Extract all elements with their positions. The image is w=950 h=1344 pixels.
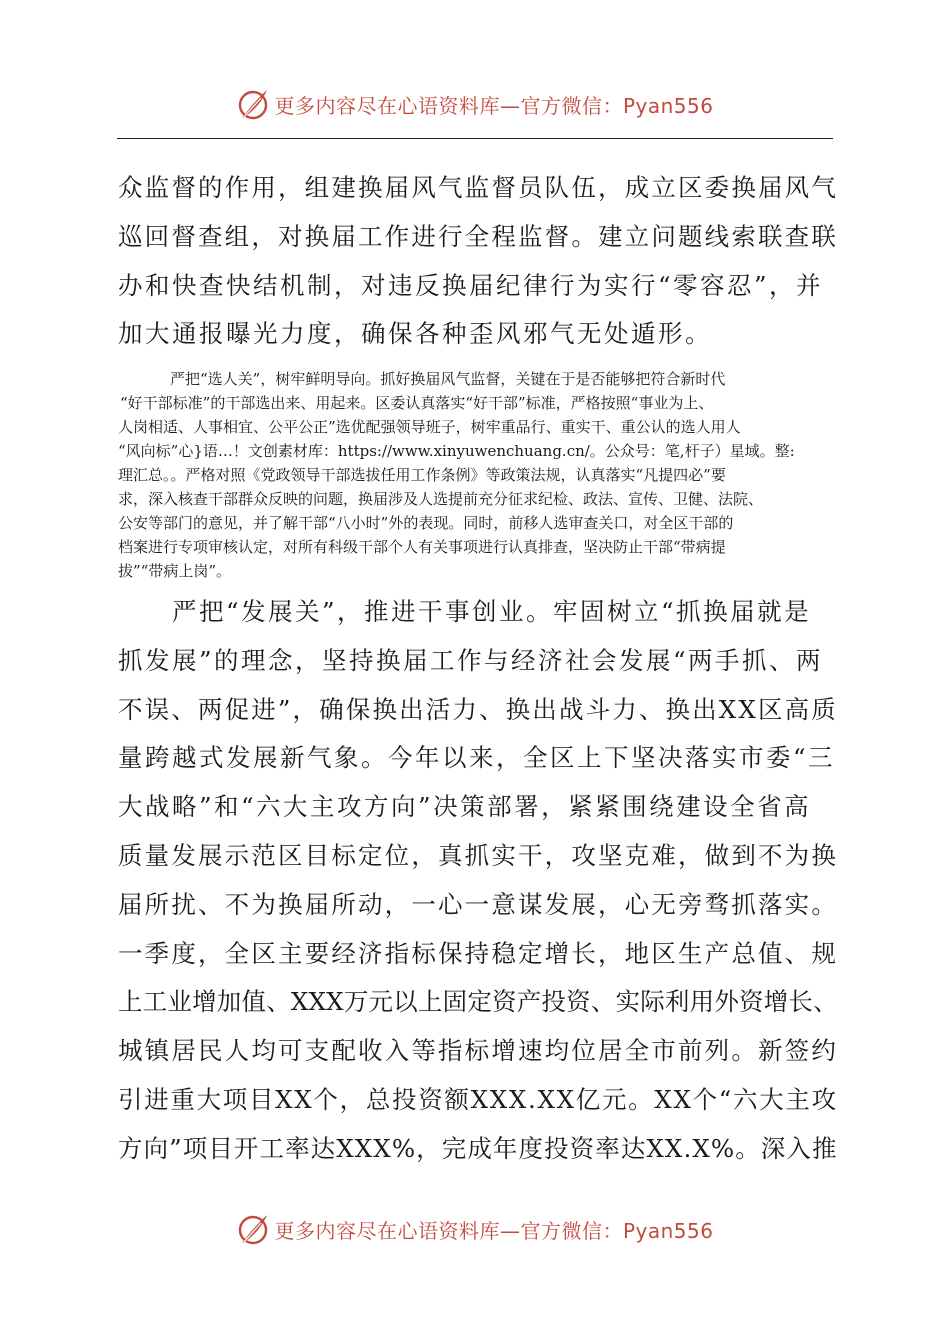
- text-line: 量跨越式发展新气象。今年以来，全区上下坚决落实市委“三: [118, 743, 836, 773]
- text-line: 办和快查快结机制，对违反换届纪律行为实行“零容忍”，并: [118, 270, 824, 300]
- text-line: 严把“选人关”，树牢鲜明导向。抓好换届风气监督，关键在于是否能够把符合新时代: [170, 370, 726, 388]
- text-line: 方向”项目开工率达XXX%，完成年度投资率达XX.X%。深入推: [118, 1133, 838, 1163]
- text-line: 人岗相适、人事相宜、公平公正”选优配强领导班子，树牢重品行、重实干、重公认的选人用人: [118, 418, 741, 436]
- text-line: 大战略”和“六大主攻方向”决策部署，紧紧围绕建设全省高: [118, 792, 812, 822]
- text-line: 加大通报曝光力度，确保各种歪风邪气无处遁形。: [118, 319, 712, 349]
- header-banner-text: 更多内容尽在心语资料库—官方微信：Pyan556: [274, 93, 714, 118]
- text-line: 求，深入核查干部群众反映的问题，换届涉及人选提前充分征求纪检、政法、宣传、卫健、法院、: [118, 490, 764, 508]
- text-line: 上工业增加值、XXX万元以上固定资产投资、实际利用外资增长、: [118, 987, 838, 1017]
- text-line: “风向标”心}语…！文创素材库：https://www.xinyuwenchuang.cn/。公众号：笔,杆子）星域。整:: [118, 442, 795, 460]
- footer-banner: [0, 1209, 950, 1249]
- text-line: 巡回督查组，对换届工作进行全程监督。建立问题线索联查联: [118, 221, 838, 251]
- paragraph-3: [118, 588, 838, 1174]
- quill-pen-logo-icon: [236, 87, 270, 121]
- text-line: 城镇居民人均可支配收入等指标增速均位居全市前列。新签约: [118, 1036, 838, 1066]
- footer-banner-text: 更多内容尽在心语资料库—官方微信：Pyan556: [274, 1218, 714, 1243]
- text-line: 届所扰、不为换届所动，一心一意谋发展，心无旁骛抓落实。: [118, 889, 838, 919]
- text-line: 质量发展示范区目标定位，真抓实干，攻坚克难，做到不为换: [118, 840, 838, 870]
- paragraph-2: [118, 367, 838, 583]
- text-line: 严把“发展关”，推进干事创业。牢固树立“抓换届就是: [118, 597, 812, 626]
- paragraph-1: [118, 164, 838, 359]
- text-line: 理汇总。。严格对照《党政领导干部选拔任用工作条例》等政策法规，认真落实“凡提四必”要: [118, 466, 726, 484]
- text-line: 一季度，全区主要经济指标保持稳定增长，地区生产总值、规: [118, 938, 838, 968]
- text-line: 众监督的作用，组建换届风气监督员队伍，成立区委换届风气: [118, 173, 838, 202]
- text-line: 公安等部门的意见，并了解干部“八小时”外的表现。同时，前移人选审查关口，对全区干部的: [118, 514, 734, 532]
- text-line: 拔”“带病上岗”。: [118, 562, 232, 580]
- text-line: 抓发展”的理念，坚持换届工作与经济社会发展“两手抓、两: [118, 645, 824, 675]
- header-divider: [117, 138, 833, 139]
- quill-pen-logo-icon: [236, 1212, 270, 1246]
- text-line: 不误、两促进”，确保换出活力、换出战斗力、换出XX区高质: [118, 694, 838, 724]
- text-line: 引进重大项目XX个，总投资额XXX.XX亿元。XX个“六大主攻: [118, 1084, 838, 1114]
- text-line: “好干部标准”的干部选出来、用起来。区委认真落实“好干部”标准，严格按照“事业为上、: [120, 394, 714, 412]
- header-banner: [0, 84, 950, 124]
- text-line: 档案进行专项审核认定，对所有科级干部个人有关事项进行认真排查，坚决防止干部“带病提: [118, 538, 726, 556]
